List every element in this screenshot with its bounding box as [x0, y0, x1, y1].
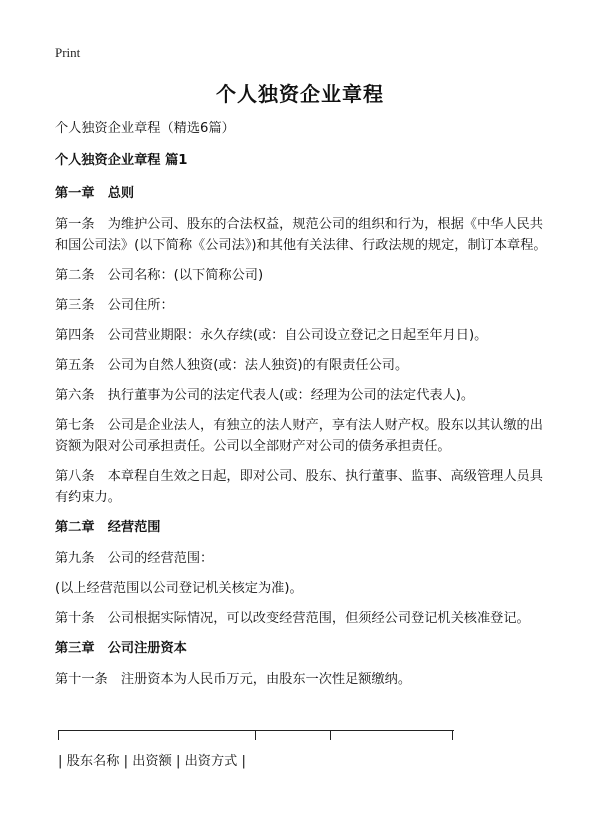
- document-subtitle: 个人独资企业章程（精选6篇）: [55, 121, 235, 136]
- chapter-heading: 第一章 总则: [55, 186, 135, 201]
- table-column-tick: [255, 730, 256, 740]
- print-label[interactable]: Print: [55, 45, 81, 60]
- chapter-heading: 第二章 经营范围: [55, 520, 161, 535]
- chapter-heading: 第三章 公司注册资本: [55, 641, 187, 656]
- table-column-tick: [452, 730, 453, 740]
- document-title: 个人独资企业章程: [216, 82, 384, 106]
- article-paragraph: 第九条 公司的经营范围：: [55, 551, 214, 566]
- table-column-tick: [330, 730, 331, 740]
- table-column-tick: [58, 730, 59, 740]
- document-body: [55, 118, 555, 699]
- table-top-border: [58, 730, 454, 731]
- section-heading: 个人独资企业章程 篇1: [55, 153, 188, 168]
- article-paragraph: 第六条 执行董事为公司的法定代表人(或：经理为公司的法定代表人)。: [55, 388, 475, 403]
- table-header-row: | 股东名称 | 出资额 | 出资方式 |: [58, 754, 246, 769]
- paragraph-list: [55, 183, 555, 690]
- article-paragraph: 第十一条 注册资本为人民币万元，由股东一次性足额缴纳。: [55, 672, 412, 687]
- article-paragraph: 第八条 本章程自生效之日起，即对公司、股东、执行董事、监事、高级管理人员具有约束力。: [55, 469, 543, 505]
- article-paragraph: 第十条 公司根据实际情况，可以改变经营范围，但须经公司登记机关核准登记。: [55, 611, 530, 626]
- article-paragraph: 第七条 公司是企业法人，有独立的法人财产，享有法人财产权。股东以其认缴的出资额为限对公司承担责任。公司以全部财产对公司的债务承担责任。: [55, 418, 543, 454]
- article-paragraph: 第二条 公司名称：(以下简称公司): [55, 268, 264, 283]
- article-paragraph: (以上经营范围以公司登记机关核定为准)。: [55, 581, 303, 596]
- article-paragraph: 第四条 公司营业期限：永久存续(或：自公司设立登记之日起至年月日)。: [55, 328, 488, 343]
- shareholder-table: [58, 730, 454, 820]
- article-paragraph: 第五条 公司为自然人独资(或：法人独资)的有限责任公司。: [55, 358, 409, 373]
- article-paragraph: 第三条 公司住所：: [55, 298, 174, 313]
- article-paragraph: 第一条 为维护公司、股东的合法权益，规范公司的组织和行为，根据《中华人民共和国公司法》(以下简称《公司法》)和其他有关法律、行政法规的规定，制订本章程。: [55, 217, 547, 253]
